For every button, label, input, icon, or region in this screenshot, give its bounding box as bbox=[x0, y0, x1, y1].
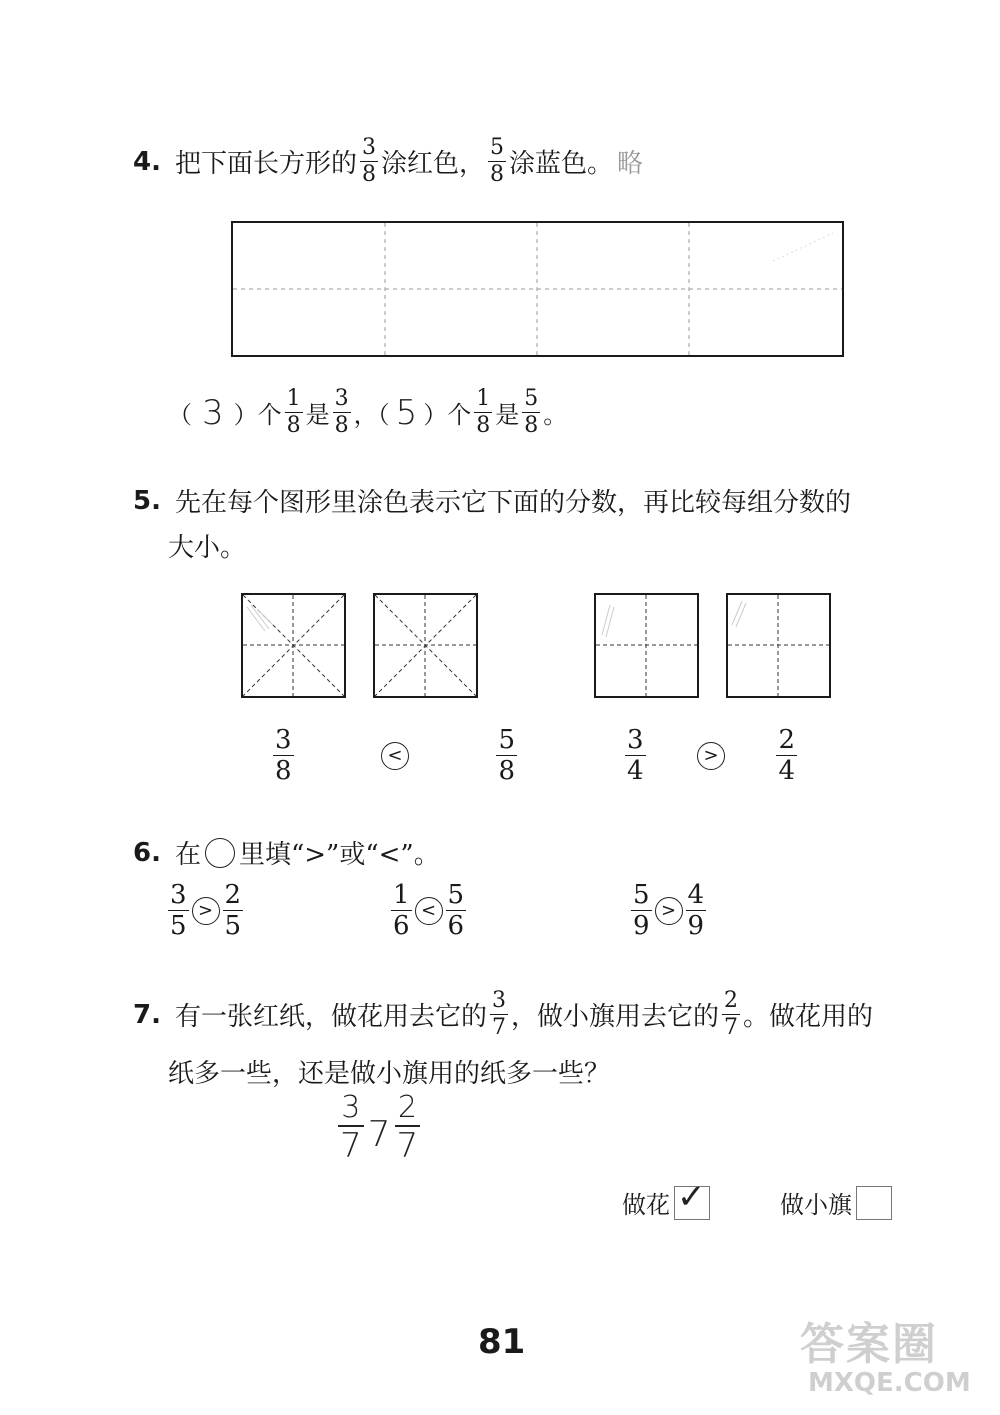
watermark-url: MXQE.COM bbox=[808, 1368, 971, 1398]
q4-answer-blank-1[interactable]: 3 bbox=[202, 392, 224, 433]
q6-item1-right-fraction: $\frac{2}{5}$ bbox=[224, 880, 242, 941]
q4-rectangle[interactable] bbox=[231, 221, 844, 357]
q4-answer-separator: ，（ bbox=[353, 401, 390, 429]
q5-pair1-right-fraction: $\frac{5}{8}$ bbox=[498, 725, 515, 786]
q5-comparison-2 bbox=[622, 727, 800, 784]
q5-prompt-line-2 bbox=[168, 527, 246, 564]
q7-option-flag-checkbox[interactable] bbox=[856, 1186, 892, 1220]
q4-answer-paren-open: （ bbox=[168, 401, 192, 429]
q7-option-flower-label: 做花 bbox=[622, 1191, 670, 1219]
q6-item3-right-fraction: $\frac{4}{9}$ bbox=[687, 880, 705, 941]
q5-square-eighths-left[interactable] bbox=[241, 593, 346, 698]
q7-option-flag bbox=[780, 1185, 892, 1220]
q6-item2-left-fraction: $\frac{1}{6}$ bbox=[393, 880, 410, 941]
q4-answer-line bbox=[168, 388, 567, 437]
q6-item1-answer-circle[interactable]: > bbox=[192, 897, 220, 925]
q5-text-1: 先在每个图形里涂色表示它下面的分数，再比较每组分数的 bbox=[174, 488, 851, 518]
q7-prompt-line-2 bbox=[168, 1053, 610, 1090]
q7-prompt-line-1 bbox=[133, 990, 873, 1039]
q4-text-1: 把下面长方形的 bbox=[174, 149, 357, 179]
q4-fraction-blue: $\frac{5}{8}$ bbox=[490, 135, 504, 187]
q5-comparison-1 bbox=[270, 727, 520, 784]
q4-rectangle-grid-lines bbox=[233, 223, 842, 355]
q4-answer-fraction-c: $\frac{1}{8}$ bbox=[476, 386, 491, 438]
q6-item1-left-fraction: $\frac{3}{5}$ bbox=[170, 880, 187, 941]
q7-work-symbol: 7 bbox=[367, 1113, 391, 1155]
watermark-logo: 答案圈 bbox=[800, 1319, 938, 1370]
q4-answer-fraction-d: $\frac{5}{8}$ bbox=[524, 386, 539, 438]
q6-item-1 bbox=[165, 882, 246, 939]
q7-handwritten-work bbox=[338, 1090, 420, 1166]
q7-fraction-flag: $\frac{2}{7}$ bbox=[724, 988, 738, 1040]
q4-answer-is-1: 是 bbox=[305, 401, 330, 429]
q6-item-2 bbox=[388, 882, 469, 939]
q6-item3-answer-circle[interactable]: > bbox=[655, 897, 683, 925]
q7-text-3: 。做花用的 bbox=[743, 1002, 874, 1032]
q7-text-1: 有一张红纸，做花用去它的 bbox=[174, 1002, 487, 1032]
q7-work-right-fraction: $\frac{2}{7}$ bbox=[396, 1090, 419, 1166]
q4-answer-fraction-a: $\frac{1}{8}$ bbox=[286, 386, 301, 438]
q4-handwritten-note: 略 bbox=[617, 149, 644, 179]
q4-answer-is-2: 是 bbox=[495, 401, 520, 429]
q4-answer-blank-2[interactable]: 5 bbox=[395, 392, 418, 433]
q5-prompt-line-1 bbox=[133, 482, 851, 519]
q4-fraction-red: $\frac{3}{8}$ bbox=[361, 135, 376, 187]
q6-text-1: 在 bbox=[174, 840, 201, 870]
q5-pair1-answer-circle[interactable]: < bbox=[381, 742, 409, 770]
q5-pair2-right-fraction: $\frac{2}{4}$ bbox=[778, 725, 795, 786]
q4-prompt bbox=[133, 137, 643, 186]
q5-pair2-answer-circle[interactable]: > bbox=[697, 742, 725, 770]
q5-pair1-left-fraction: $\frac{3}{8}$ bbox=[275, 725, 292, 786]
q6-item-3 bbox=[628, 882, 709, 939]
q4-text-3: 涂蓝色。 bbox=[509, 149, 614, 179]
q5-quarters-left-lines bbox=[596, 595, 697, 696]
q5-text-2: 大小。 bbox=[168, 533, 247, 563]
circle-icon bbox=[205, 838, 235, 868]
q6-item2-right-fraction: $\frac{5}{6}$ bbox=[447, 880, 465, 941]
q7-option-flag-label: 做小旗 bbox=[780, 1191, 852, 1219]
q5-quarters-right-lines bbox=[728, 595, 829, 696]
q6-number: 6. bbox=[133, 837, 161, 868]
q4-answer-end: 。 bbox=[543, 401, 568, 429]
q7-text-2: ，做小旗用去它的 bbox=[510, 1002, 719, 1032]
page-number: 81 bbox=[478, 1322, 526, 1362]
q6-item3-left-fraction: $\frac{5}{9}$ bbox=[633, 880, 650, 941]
q4-answer-text-1: ）个 bbox=[233, 401, 282, 429]
q5-square-quarters-right[interactable] bbox=[726, 593, 831, 698]
q4-number: 4. bbox=[133, 146, 161, 177]
q7-text-line2: 纸多一些，还是做小旗用的纸多一些？ bbox=[168, 1059, 611, 1089]
check-icon: ✓ bbox=[677, 1176, 706, 1217]
q5-pair2-left-fraction: $\frac{3}{4}$ bbox=[627, 725, 644, 786]
q5-eighths-left-lines bbox=[243, 595, 344, 696]
q6-prompt bbox=[133, 834, 440, 871]
q5-number: 5. bbox=[133, 485, 161, 516]
q6-text-2: 里填“>”或“<”。 bbox=[238, 840, 440, 870]
q6-item2-answer-circle[interactable]: < bbox=[415, 897, 443, 925]
q7-option-flower bbox=[622, 1176, 710, 1220]
q7-number: 7. bbox=[133, 999, 161, 1030]
q4-answer-text-2: ）个 bbox=[423, 401, 472, 429]
q5-eighths-right-lines bbox=[375, 595, 476, 696]
q7-work-left-fraction: $\frac{3}{7}$ bbox=[340, 1090, 362, 1166]
q4-text-2: 涂红色， bbox=[380, 149, 485, 179]
q5-square-quarters-left[interactable] bbox=[594, 593, 699, 698]
q4-answer-fraction-b: $\frac{3}{8}$ bbox=[334, 386, 349, 438]
q7-option-flower-checkbox[interactable] bbox=[674, 1176, 710, 1220]
q7-fraction-flower: $\frac{3}{7}$ bbox=[491, 988, 506, 1040]
q5-square-eighths-right[interactable] bbox=[373, 593, 478, 698]
